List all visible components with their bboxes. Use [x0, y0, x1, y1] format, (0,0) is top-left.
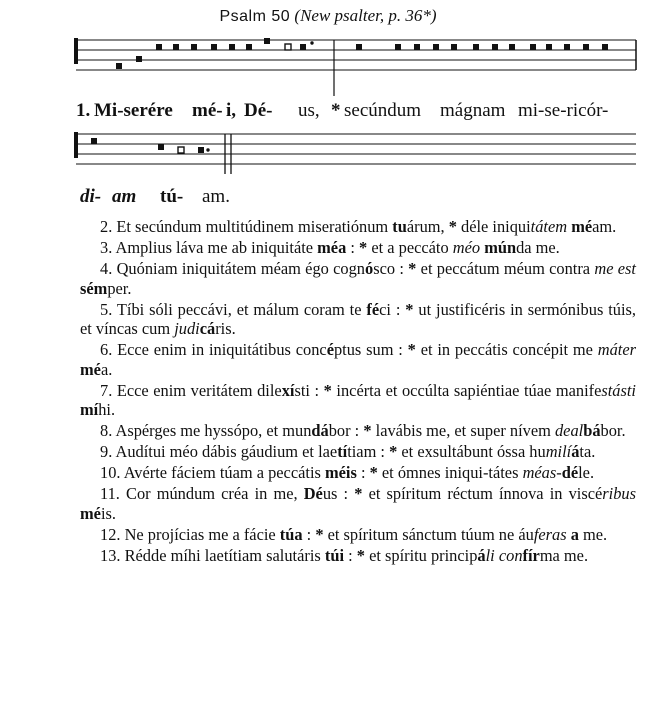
psalm-heading: [0, 6, 656, 26]
verse-text-run: milí: [545, 442, 572, 462]
psalm-verse: [80, 300, 636, 339]
verse-text-run: árum,: [406, 217, 449, 236]
verse-text-run: a.: [100, 359, 113, 379]
verse-text-run: Et secúndum multitúdinem miseratiónum: [116, 217, 393, 236]
verse-text-run: -: [556, 463, 562, 483]
verse-text-run: Ecce enim in iniquitátibus conc: [117, 340, 327, 360]
verse-text-run: dé: [561, 463, 579, 483]
verse-text-run: sco :: [373, 258, 409, 278]
verse-text-run: tiam :: [347, 442, 390, 462]
verse-text-run: mé: [80, 359, 101, 379]
verse-text-run: et spíritu princip: [364, 545, 478, 565]
verse-text-run: am.: [592, 217, 617, 236]
verse-text-run: stásti: [601, 380, 636, 400]
verse-text-run: á: [571, 442, 580, 462]
verse-text-run: túi: [324, 545, 345, 565]
verse-number: 1.: [76, 100, 91, 121]
psalm-verse: [80, 525, 636, 545]
chant-lyrics-line-1: [0, 100, 656, 126]
verse-text-run: *: [389, 442, 398, 462]
verse-text-run: méa: [317, 237, 347, 257]
verse-number: 7.: [100, 380, 117, 400]
do-clef-icon: [74, 132, 78, 158]
verse-text-run: *: [448, 217, 457, 236]
lyric-syllable: mé-: [192, 100, 223, 121]
psalm-verse: [80, 381, 636, 420]
neumes-line-2: [91, 138, 210, 153]
chant-staff-1: [0, 36, 656, 98]
psalm-verse: [80, 238, 636, 258]
verse-text-run: mún: [484, 237, 517, 257]
verse-text-run: mé: [571, 217, 593, 236]
verse-text-run: *: [323, 380, 332, 400]
verse-number: 12.: [100, 524, 125, 544]
verse-text-run: :: [302, 524, 316, 544]
verse-text-run: Avérte fáciem túam a peccátis: [123, 463, 325, 483]
verse-text-run: méas: [522, 463, 557, 483]
verse-text-run: *: [369, 463, 378, 483]
verse-text-run: á: [477, 545, 486, 565]
verse-text-run: cá: [199, 319, 216, 339]
psalm-verse: [80, 217, 636, 237]
lyric-syllable: mágnam: [440, 100, 506, 121]
verse-text-run: máter: [597, 340, 636, 360]
lyric-syllable: us,: [298, 100, 320, 121]
verse-text-run: *: [356, 545, 365, 565]
verse-text-run: et ómnes iniqui-tátes: [377, 463, 523, 483]
verse-text-run: :: [346, 237, 360, 257]
lyric-syllable: Mi-serére: [94, 100, 173, 121]
verse-text-run: ci :: [379, 299, 406, 319]
verse-text-run: us :: [322, 484, 355, 504]
verse-text-run: xí: [281, 380, 295, 400]
verse-text-run: et spíritum réctum ínnova in viscé: [362, 484, 603, 504]
verse-number: 11.: [100, 484, 127, 504]
verse-text-run: ó: [364, 258, 374, 278]
do-clef-icon: [74, 38, 78, 64]
psalm-verse: [80, 421, 636, 441]
verse-number: 13.: [100, 545, 125, 565]
psalm-verse: [80, 259, 636, 298]
verse-text-run: :: [344, 545, 357, 565]
verse-text-run: et a peccáto: [367, 237, 453, 257]
lyric-syllable: i,: [226, 100, 237, 121]
verse-number: 6.: [100, 340, 118, 360]
verse-text-run: ptus sum :: [333, 340, 408, 360]
verse-text-run: da me.: [516, 237, 560, 257]
chant-staff-2: [0, 130, 656, 180]
verse-text-run: Quóniam iniquitátem méam égo cogn: [116, 258, 365, 278]
verse-text-run: Audítui méo dábis gáudium et lae: [115, 442, 338, 462]
verse-text-run: judi: [174, 319, 200, 339]
verse-text-run: Rédde míhi laetítiam salutáris: [124, 545, 325, 565]
verse-text-run: Tíbi sóli peccávi, et málum coram te: [116, 299, 367, 319]
verse-text-run: me est: [594, 258, 636, 278]
psalm-verse: [80, 340, 636, 379]
verse-text-run: li: [485, 545, 495, 565]
verse-number: 8.: [100, 421, 116, 441]
verse-text-run: Ne projícias me a fácie: [124, 524, 280, 544]
verse-text-run: Cor múndum créa in me,: [126, 484, 304, 504]
psalm-verses: [80, 217, 636, 567]
verse-text-run: bá: [583, 421, 601, 441]
asterisk: *: [331, 100, 341, 121]
psalm-verse: [80, 463, 636, 483]
psalm-verse: [80, 442, 636, 462]
verse-text-run: me.: [578, 524, 608, 544]
chant-lyrics-line-2: [0, 186, 656, 210]
neumes-line-1: [116, 38, 608, 69]
verse-number: 9.: [100, 442, 116, 462]
lyric-syllable: am: [112, 186, 137, 207]
verse-text-run: et in peccátis concépit me: [415, 340, 598, 360]
lyric-syllable: mi-se-ricór-: [518, 100, 609, 121]
verse-text-run: tu: [392, 217, 407, 236]
verse-text-run: lavábis me, et super nívem: [371, 421, 555, 441]
verse-text-run: ut justificéris in sermónibus túis, et víncas cum: [80, 299, 636, 339]
verse-text-run: et spíritum sánctum túum ne áu: [323, 524, 534, 544]
verse-text-run: is.: [100, 503, 116, 523]
verse-text-run: mé: [80, 503, 101, 523]
verse-number: 10.: [100, 463, 124, 483]
verse-text-run: deal: [554, 421, 584, 441]
verse-text-run: bor.: [600, 421, 626, 441]
verse-text-run: méis: [324, 463, 357, 483]
verse-text-run: tí: [337, 442, 348, 462]
verse-text-run: méo: [452, 237, 481, 257]
verse-text-run: é: [326, 340, 334, 360]
lyric-syllable: di-: [80, 186, 102, 207]
verse-text-run: ma me.: [539, 545, 589, 565]
verse-text-run: bor :: [328, 421, 364, 441]
verse-text-run: *: [363, 421, 372, 441]
verse-text-run: *: [405, 299, 414, 319]
verse-text-run: sém: [80, 278, 108, 298]
verse-text-run: feras: [533, 524, 567, 544]
verse-text-run: sti :: [294, 380, 324, 400]
verse-text-run: :: [356, 463, 370, 483]
verse-text-run: túa: [279, 524, 303, 544]
lyric-syllable: tú-: [160, 186, 184, 207]
psalm-verse: [80, 546, 636, 566]
verse-text-run: Aspérges me hyssópo, et mun: [115, 421, 312, 441]
psalm-title: Psalm 50: [219, 8, 291, 25]
lyric-syllable: secúndum: [344, 100, 422, 121]
verse-text-run: le.: [578, 463, 595, 483]
verse-text-run: dá: [311, 421, 329, 441]
verse-text-run: et peccátum méum contra: [416, 258, 595, 278]
verse-number: 3.: [100, 237, 116, 257]
verse-text-run: incérta et occúlta sapiéntiae túae manife: [331, 380, 602, 400]
psalter-reference: (New psalter, p. 36*): [294, 6, 437, 25]
verse-number: 2.: [100, 217, 117, 236]
verse-text-run: ta.: [579, 442, 596, 462]
psalm-verse: [80, 484, 636, 523]
verse-text-run: *: [359, 237, 368, 257]
verse-text-run: *: [408, 258, 417, 278]
lyric-syllable: Dé-: [244, 100, 273, 121]
verse-text-run: *: [354, 484, 363, 504]
verse-text-run: *: [407, 340, 416, 360]
verse-text-run: per.: [107, 278, 132, 298]
verse-number: 5.: [100, 299, 117, 319]
verse-number: 4.: [100, 258, 117, 278]
verse-text-run: Dé: [303, 484, 323, 504]
verse-text-run: et exsultábunt óssa hu: [397, 442, 546, 462]
verse-text-run: ris.: [215, 319, 236, 339]
verse-text-run: mí: [80, 400, 99, 420]
verse-text-run: hi.: [98, 400, 116, 420]
verse-text-run: *: [315, 524, 324, 544]
verse-text-run: déle iniqui: [456, 217, 531, 236]
lyric-syllable: am.: [202, 186, 230, 207]
verse-text-run: fé: [366, 299, 380, 319]
verse-text-run: Amplius láva me ab iniquitáte: [115, 237, 318, 257]
verse-text-run: tátem: [530, 217, 568, 236]
verse-text-run: fír: [522, 545, 540, 565]
verse-text-run: con: [498, 545, 523, 565]
verse-text-run: a: [570, 524, 579, 544]
verse-text-run: Ecce enim veritátem dile: [116, 380, 282, 400]
verse-text-run: ribus: [602, 484, 636, 504]
